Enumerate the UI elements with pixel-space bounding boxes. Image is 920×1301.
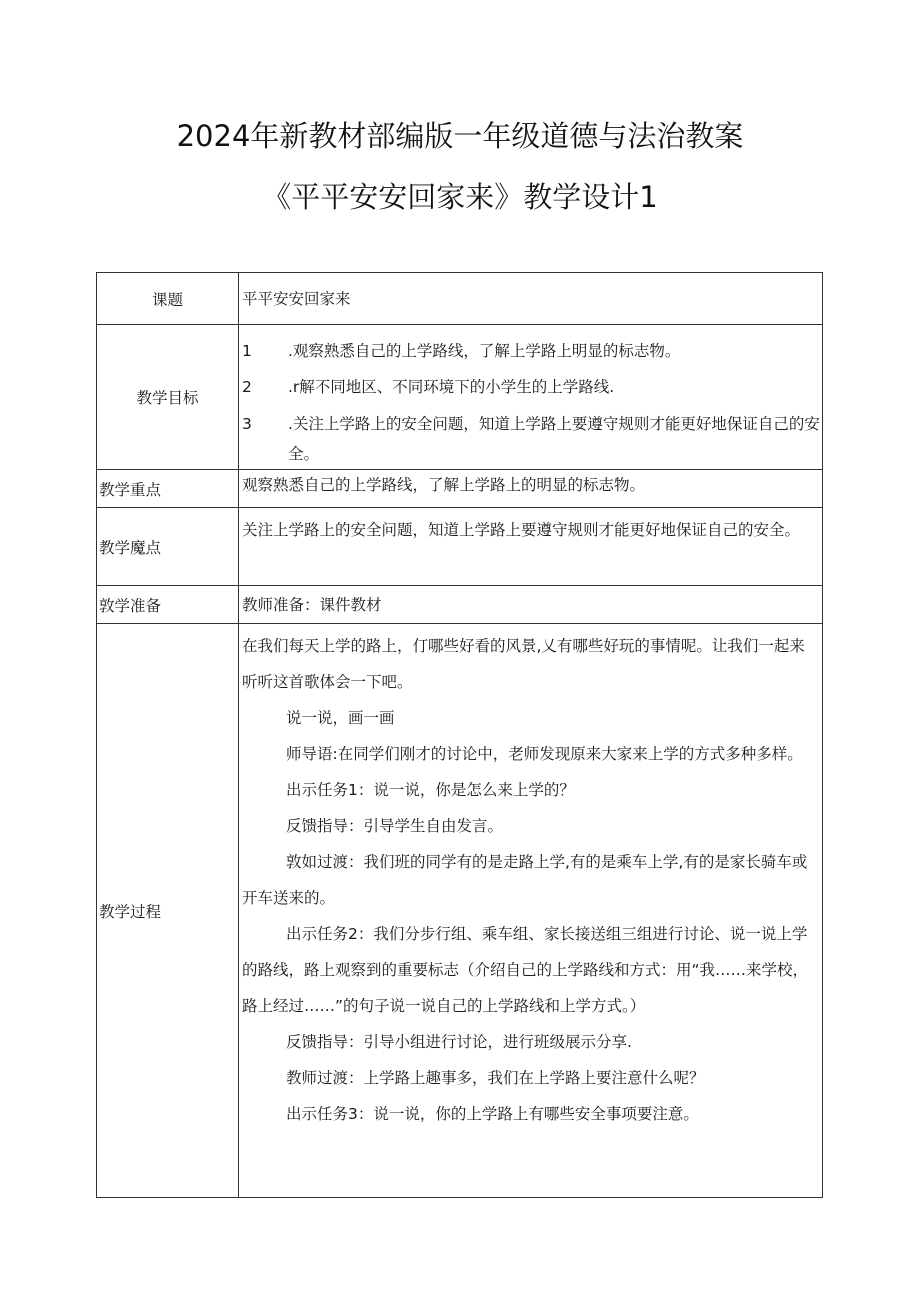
process-paragraph: 师导语:在同学们刚才的讨论中，老师发现原来大家来上学的方式多种多样。 (286, 745, 803, 763)
document-subtitle: 《平平安安回家来》教学设计1 (262, 180, 658, 214)
process-paragraph: 出示任务1：说一说，你是怎么来上学的？ (286, 781, 575, 799)
process-paragraph: 说一说，画一画 (286, 709, 395, 727)
process-paragraph: 敦如过渡：我们班的同学有的是走路上学,有的是乘车上学,有的是家长骑车或开车送来的。 (242, 853, 808, 907)
process-cell (239, 624, 823, 1198)
preparation-value: 教师准备：课件教材 (239, 586, 823, 624)
goals-label: 教学目标 (97, 325, 239, 470)
process-paragraph: 出示任务2：我们分步行组、乘车组、家长接送组三组进行讨论、说一说上学的路线，路上观察到的重要标志（介绍自己的上学路线和方式：用“我……来学校，路上经过……”的句子说一说自己的上学路线和上学方式。） (242, 925, 809, 1015)
table-row-preparation (97, 586, 823, 624)
key-points-value: 观察熟悉自己的上学路线，了解上学路上的明显的标志物。 (239, 470, 823, 508)
goal-item (242, 333, 820, 369)
table-row-key-points (97, 470, 823, 508)
preparation-label: 敦学准备 (97, 586, 239, 624)
process-label: 教学过程 (97, 624, 239, 1198)
goal-text: .关注上学路上的安全问题，知道上学路上要遵守规则才能更好地保证自己的安全。 (288, 415, 820, 463)
goal-number: 2 (242, 378, 252, 396)
goal-item (242, 369, 820, 405)
document-title: 2024年新教材部编版一年级道德与法治教案 (176, 119, 744, 153)
goal-number: 1 (242, 342, 252, 360)
table-row-difficult-points (97, 508, 823, 586)
topic-label: 课题 (97, 273, 239, 325)
process-paragraph: 教师过渡：上学路上趣事多，我们在上学路上要注意什么呢？ (286, 1069, 705, 1087)
difficult-points-value: 关注上学路上的安全问题，知道上学路上要遵守规则才能更好地保证自己的安全。 (239, 508, 823, 586)
goal-number: 3 (242, 415, 252, 433)
difficult-points-label: 教学魔点 (97, 508, 239, 586)
goal-text: .观察熟悉自己的上学路线，了解上学路上明显的标志物。 (288, 342, 681, 360)
topic-value: 平平安安回家来 (239, 273, 823, 325)
process-paragraph: 出示任务3：说一说，你的上学路上有哪些安全事项要注意。 (286, 1105, 699, 1123)
table-row-process (97, 624, 823, 1198)
goals-cell (239, 325, 823, 470)
goal-item (242, 405, 820, 469)
table-row-topic (97, 273, 823, 325)
process-paragraph: 反馈指导：引导小组进行讨论，进行班级展示分享. (286, 1033, 632, 1051)
key-points-label: 教学重点 (97, 470, 239, 508)
table-row-goals (97, 325, 823, 470)
process-paragraph: 在我们每天上学的路上，仃哪些好看的风景,乂有哪些好玩的事情呢。让我们一起来听听这首歌体会一下吧。 (242, 637, 805, 691)
goal-text: .r解不同地区、不同环境下的小学生的上学路线. (288, 378, 615, 396)
lesson-plan-table (96, 272, 823, 1198)
process-paragraph: 反馈指导：引导学生自由发言。 (286, 817, 504, 835)
